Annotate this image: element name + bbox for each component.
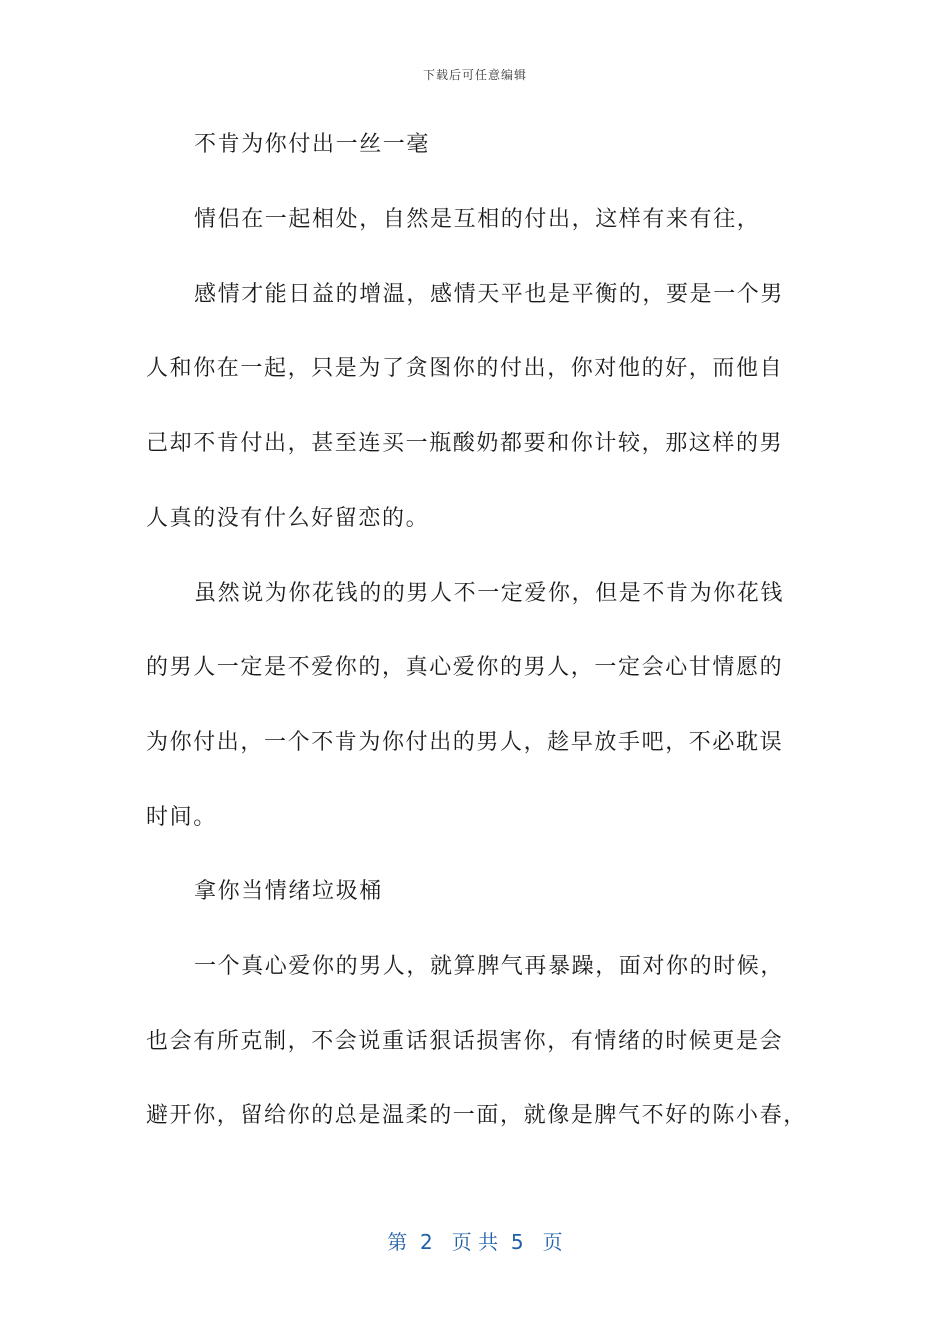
paragraph-line: 己却不肯付出，甚至连买一瓶酸奶都要和你计较，那这样的男 bbox=[146, 431, 784, 456]
paragraph-line: 虽然说为你花钱的的男人不一定爱你，但是不肯为你花钱 bbox=[194, 581, 785, 606]
paragraph-line: 也会有所克制，不会说重话狠话损害你，有情绪的时候更是会 bbox=[146, 1029, 784, 1054]
paragraph-line: 人和你在一起，只是为了贪图你的付出，你对他的好，而他自 bbox=[146, 356, 784, 381]
paragraph-line: 时间。 bbox=[146, 805, 217, 830]
paragraph-line: 避开你，留给你的总是温柔的一面，就像是脾气不好的陈小春， bbox=[146, 1103, 807, 1128]
paragraph-line: 人真的没有什么好留恋的。 bbox=[146, 506, 430, 531]
paragraph-line: 的男人一定是不爱你的，真心爱你的男人，一定会心甘情愿的 bbox=[146, 655, 784, 680]
paragraph-line: 一个真心爱你的男人，就算脾气再暴躁，面对你的时候， bbox=[194, 954, 785, 979]
section-heading: 不肯为你付出一丝一毫 bbox=[194, 132, 431, 157]
paragraph-line: 情侣在一起相处，自然是互相的付出，这样有来有往， bbox=[194, 207, 761, 232]
paragraph-line: 感情才能日益的增温，感情天平也是平衡的，要是一个男 bbox=[194, 282, 785, 307]
page-footer: 第 2 页 共 5 页 bbox=[387, 1230, 563, 1254]
section-heading: 拿你当情绪垃圾桶 bbox=[194, 879, 383, 904]
paragraph-line: 为你付出，一个不肯为你付出的男人，趁早放手吧，不必耽误 bbox=[146, 730, 784, 755]
page-header: 下载后可任意编辑 bbox=[422, 68, 527, 82]
